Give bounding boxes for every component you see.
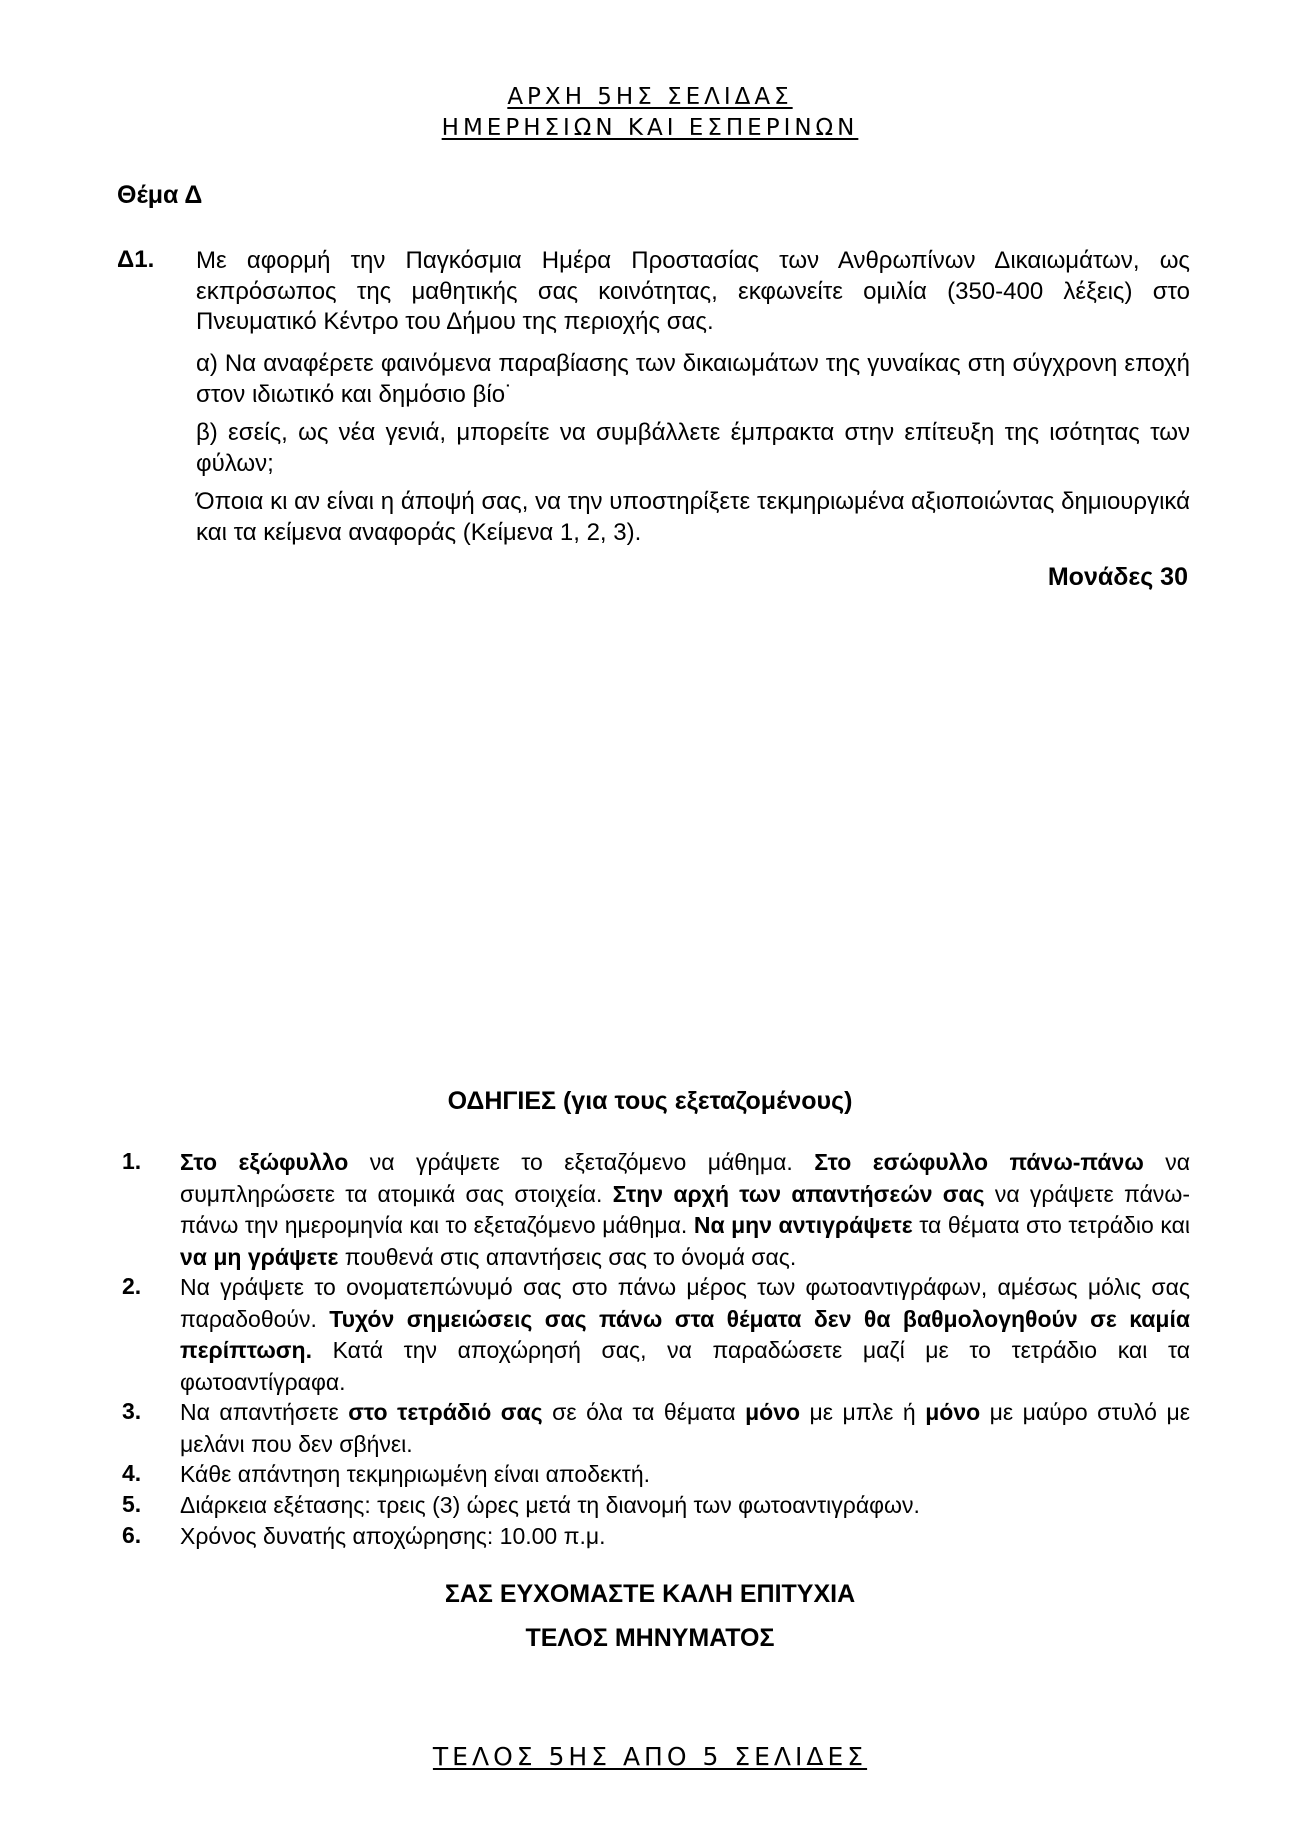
instruction-emphasis: Στο εξώφυλλο bbox=[180, 1149, 349, 1175]
instruction-number: 4. bbox=[122, 1460, 142, 1486]
instruction-emphasis: μόνο bbox=[745, 1399, 801, 1425]
instruction-number: 6. bbox=[122, 1522, 142, 1548]
instruction-text bbox=[180, 1272, 1190, 1398]
instruction-emphasis: Στο εσώφυλλο πάνω-πάνω bbox=[814, 1149, 1144, 1175]
question-note: Όποια κι αν είναι η άποψή σας, να την υποστηρίξετε τεκμηριωμένα αξιοποιώντας δημιουργικά και τα κείμενα αναφοράς (Κείμενα 1, 2, 3). bbox=[196, 488, 1190, 546]
points-label: Μονάδες 30 bbox=[1047, 563, 1188, 591]
instruction-segment: να γράψετε το εξεταζόμενο μάθημα. bbox=[348, 1149, 815, 1175]
instruction-segment: πουθενά στις απαντήσεις σας το όνομά σας. bbox=[338, 1243, 797, 1270]
question-number: Δ1. bbox=[117, 246, 155, 273]
section-title: Θέμα Δ bbox=[117, 181, 203, 209]
instruction-segment: Διάρκεια εξέτασης: τρεις (3) ώρες μετά τη διανομή των φωτοαντιγράφων. bbox=[180, 1492, 920, 1518]
instruction-number: 1. bbox=[122, 1148, 142, 1174]
question-intro: Με αφορμή την Παγκόσμια Ημέρα Προστασίας των Ανθρωπίνων Δικαιωμάτων, ως εκπρόσωπος της μαθητικής σας κοινότητας, εκφωνείτε ομιλία (350-400 λέξεις) στο Πνευματικό Κέντρο του Δήμου της περιοχής σας. bbox=[196, 247, 1190, 335]
instruction-emphasis: στο τετράδιό σας bbox=[348, 1399, 543, 1425]
instruction-segment: Να απαντήσετε bbox=[180, 1399, 349, 1425]
instruction-segment: με μπλε ή bbox=[800, 1399, 926, 1425]
instruction-emphasis: Τυχόν σημειώσεις σας πάνω στα θέματα δεν θα βαθμολογηθούν σε καμία περίπτωση. bbox=[180, 1305, 1190, 1363]
instruction-segment: με μαύρο στυλό με μελάνι που δεν σβήνει. bbox=[180, 1399, 1190, 1457]
instruction-emphasis: Να μην αντιγράψετε bbox=[693, 1212, 913, 1238]
instruction-number: 5. bbox=[122, 1491, 142, 1517]
page-header-line1: ΑΡΧΗ 5ΗΣ ΣΕΛΙΔΑΣ bbox=[507, 84, 793, 110]
instruction-segment: σε όλα τα θέματα bbox=[542, 1399, 746, 1425]
page-footer: ΤΕΛΟΣ 5ΗΣ ΑΠΟ 5 ΣΕΛΙΔΕΣ bbox=[432, 1742, 868, 1771]
page-header-line2: ΗΜΕΡΗΣΙΩΝ ΚΑΙ ΕΣΠΕΡΙΝΩΝ bbox=[441, 115, 859, 141]
instruction-segment: να συμπληρώσετε τα ατομικά σας στοιχεία. bbox=[180, 1149, 1190, 1207]
instruction-number: 3. bbox=[122, 1398, 142, 1424]
instruction-emphasis: να μη γράψετε bbox=[180, 1243, 339, 1270]
instruction-text bbox=[180, 1397, 1190, 1460]
instruction-number: 2. bbox=[122, 1273, 142, 1299]
instruction-segment: Κάθε απάντηση τεκμηριωμένη είναι αποδεκτή. bbox=[180, 1461, 651, 1487]
instruction-segment: Κατά την αποχώρησή σας, να παραδώσετε μαζί με το τετράδιο και τα φωτοαντίγραφα. bbox=[180, 1337, 1190, 1395]
instruction-emphasis: μόνο bbox=[925, 1399, 981, 1425]
closing-wish: ΣΑΣ ΕΥΧΟΜΑΣΤΕ ΚΑΛΗ ΕΠΙΤΥΧΙΑ bbox=[444, 1580, 856, 1608]
question-part-a: α) Να αναφέρετε φαινόμενα παραβίασης των δικαιωμάτων της γυναίκας στη σύγχρονη εποχή στον ιδιωτικό και δημόσιο βίο˙ bbox=[196, 350, 1190, 408]
instruction-segment: τα θέματα στο τετράδιο και bbox=[912, 1212, 1190, 1238]
instruction-segment: Χρόνος δυνατής αποχώρησης: 10.00 π.μ. bbox=[180, 1523, 606, 1549]
instruction-emphasis: Στην αρχή των απαντήσεών σας bbox=[612, 1180, 985, 1207]
question-part-b: β) εσείς, ως νέα γενιά, μπορείτε να συμβάλλετε έμπρακτα στην επίτευξη της ισότητας των φύλων; bbox=[196, 419, 1190, 477]
instruction-text bbox=[180, 1459, 1190, 1491]
instruction-text bbox=[180, 1521, 1190, 1553]
closing-end-message: ΤΕΛΟΣ ΜΗΝΥΜΑΤΟΣ bbox=[525, 1624, 775, 1652]
instructions-title: ΟΔΗΓΙΕΣ (για τους εξεταζομένους) bbox=[447, 1087, 853, 1115]
instruction-segment: να γράψετε πάνω-πάνω την ημερομηνία και το εξεταζόμενο μάθημα. bbox=[180, 1180, 1190, 1238]
instruction-text bbox=[180, 1490, 1190, 1522]
instruction-segment: Να γράψετε το ονοματεπώνυμό σας στο πάνω μέρος των φωτοαντιγράφων, αμέσως μόλις σας παραδοθούν. bbox=[180, 1274, 1190, 1332]
instruction-text bbox=[180, 1147, 1190, 1273]
